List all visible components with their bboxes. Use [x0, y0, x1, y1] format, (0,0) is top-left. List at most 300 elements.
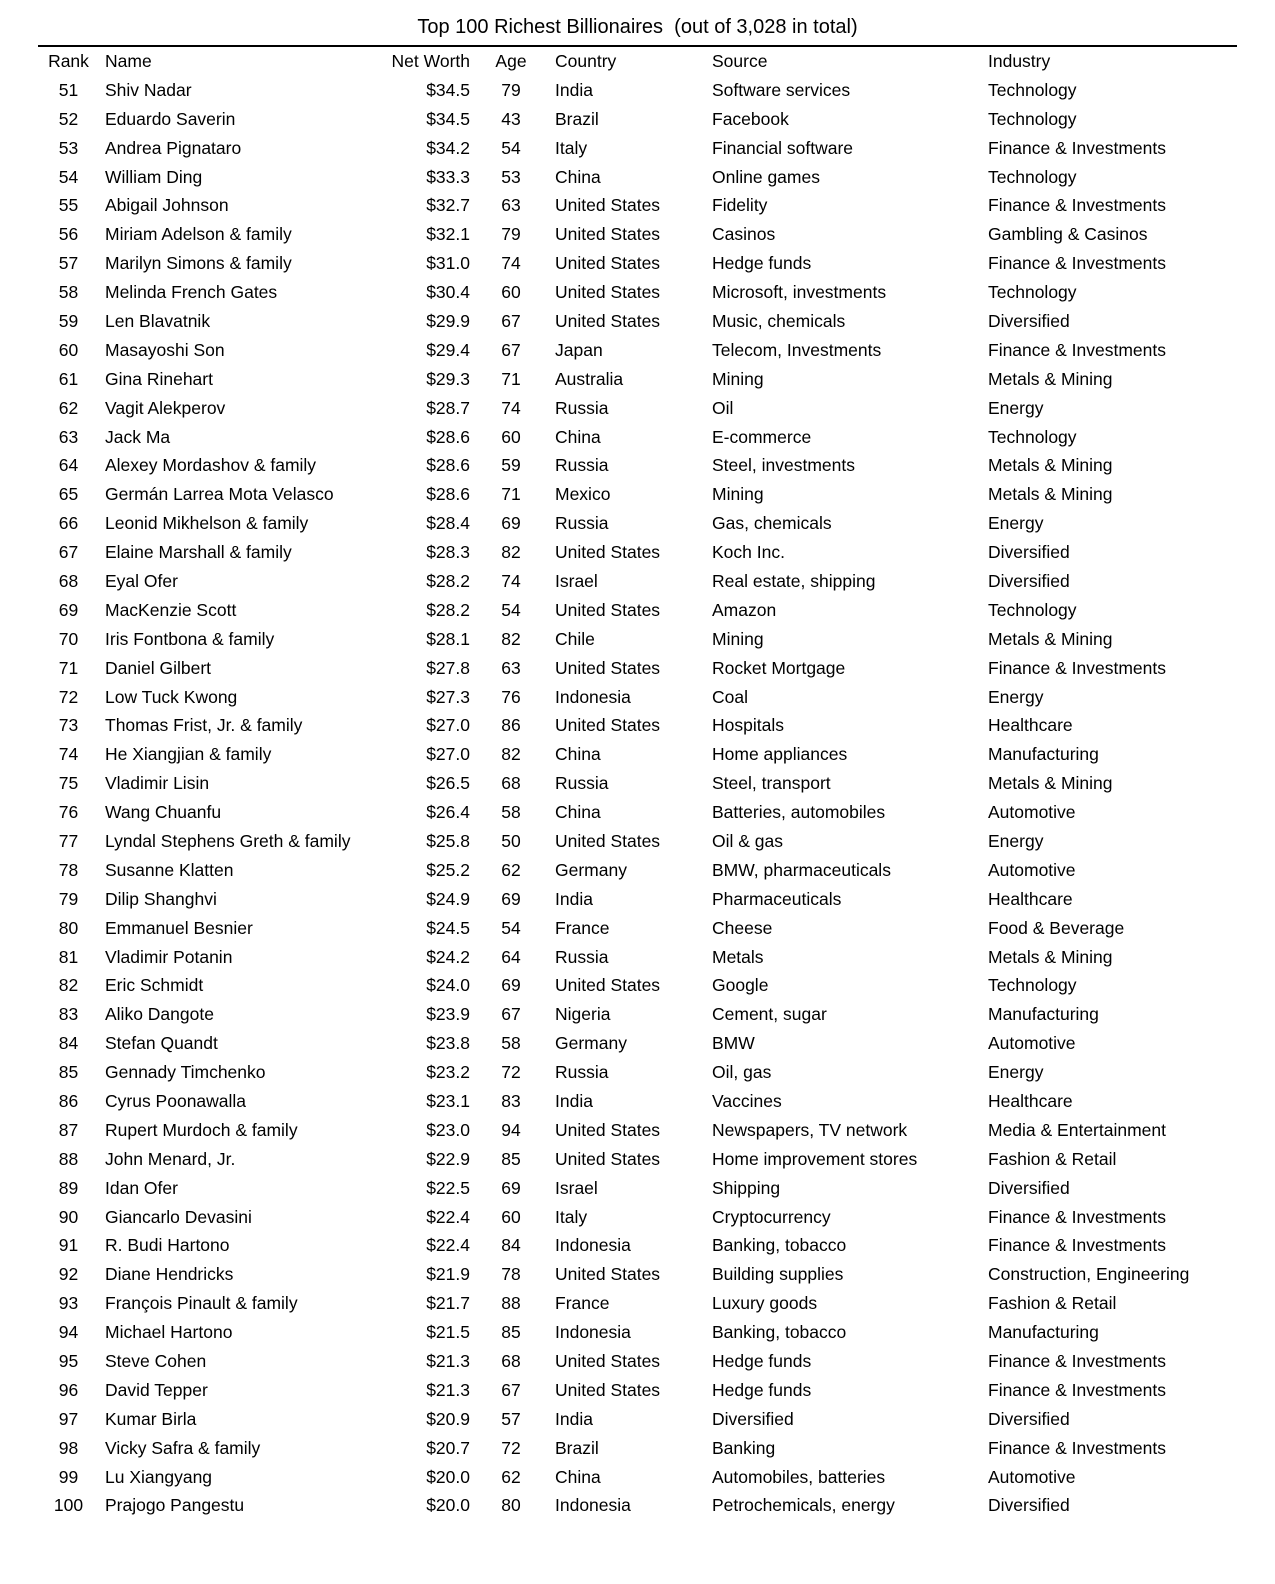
age-cell: 54	[501, 917, 521, 938]
net-worth-cell: $28.6	[426, 426, 470, 447]
country-cell: United States	[555, 599, 661, 620]
age-cell: 63	[501, 195, 521, 216]
age-cell: 78	[501, 1264, 521, 1285]
source-cell: Banking, tobacco	[712, 1322, 847, 1343]
rank-cell: 62	[58, 397, 79, 418]
rank-cell: 82	[58, 975, 79, 996]
age-cell: 79	[501, 79, 521, 100]
net-worth-cell: $33.3	[426, 166, 470, 187]
source-cell: Coal	[712, 686, 748, 707]
age-cell: 60	[501, 1206, 521, 1227]
name-cell: Marilyn Simons & family	[105, 253, 292, 274]
age-cell: 54	[501, 137, 521, 158]
age-cell: 58	[501, 1033, 521, 1054]
country-cell: China	[555, 426, 601, 447]
name-cell: Emmanuel Besnier	[105, 917, 253, 938]
industry-cell: Diversified	[988, 570, 1070, 591]
industry-cell: Diversified	[988, 1177, 1070, 1198]
table-row	[40, 191, 1237, 220]
country-cell: United States	[555, 253, 661, 274]
source-cell: Google	[712, 975, 769, 996]
country-cell: United States	[555, 1264, 661, 1285]
source-cell: Facebook	[712, 108, 789, 129]
age-cell: 67	[501, 310, 521, 331]
rank-cell: 52	[58, 108, 79, 129]
table-row	[40, 683, 1237, 712]
name-cell: Rupert Murdoch & family	[105, 1119, 298, 1140]
net-worth-cell: $26.4	[426, 802, 470, 823]
net-worth-cell: $24.2	[426, 946, 470, 967]
net-worth-cell: $28.3	[426, 542, 470, 563]
net-worth-cell: $22.5	[426, 1177, 470, 1198]
country-cell: United States	[555, 975, 661, 996]
rank-cell: 84	[58, 1033, 79, 1054]
source-cell: Telecom, Investments	[712, 339, 882, 360]
table-row	[40, 105, 1237, 134]
table-body	[40, 76, 1237, 1521]
rank-cell: 83	[58, 1004, 79, 1025]
industry-cell: Finance & Investments	[988, 1379, 1166, 1400]
net-worth-cell: $29.3	[426, 368, 470, 389]
rank-cell: 55	[58, 195, 79, 216]
source-cell: Gas, chemicals	[712, 513, 832, 534]
net-worth-cell: $21.3	[426, 1379, 470, 1400]
industry-cell: Technology	[988, 79, 1077, 100]
age-cell: 74	[501, 397, 521, 418]
industry-cell: Finance & Investments	[988, 1235, 1166, 1256]
table-row	[40, 1463, 1237, 1492]
name-cell: Thomas Frist, Jr. & family	[105, 715, 303, 736]
industry-cell: Diversified	[988, 1408, 1070, 1429]
source-cell: Oil, gas	[712, 1062, 772, 1083]
country-cell: Indonesia	[555, 686, 631, 707]
net-worth-cell: $27.0	[426, 715, 470, 736]
rank-cell: 56	[58, 224, 79, 245]
table-header-row	[40, 47, 1237, 76]
country-cell: China	[555, 802, 601, 823]
industry-cell: Technology	[988, 975, 1077, 996]
country-cell: Russia	[555, 513, 609, 534]
age-cell: 62	[501, 859, 521, 880]
table-row	[40, 278, 1237, 307]
industry-cell: Technology	[988, 282, 1077, 303]
country-cell: Brazil	[555, 1437, 599, 1458]
rank-cell: 95	[58, 1351, 79, 1372]
source-cell: BMW	[712, 1033, 755, 1054]
rank-cell: 58	[58, 282, 79, 303]
age-cell: 71	[501, 368, 521, 389]
industry-cell: Automotive	[988, 859, 1076, 880]
rank-cell: 81	[58, 946, 79, 967]
country-cell: Brazil	[555, 108, 599, 129]
source-cell: Hedge funds	[712, 253, 812, 274]
net-worth-cell: $25.2	[426, 859, 470, 880]
name-cell: Diane Hendricks	[105, 1264, 234, 1285]
name-cell: Gina Rinehart	[105, 368, 213, 389]
country-cell: Russia	[555, 946, 609, 967]
industry-cell: Healthcare	[988, 715, 1073, 736]
industry-cell: Diversified	[988, 310, 1070, 331]
source-cell: Fidelity	[712, 195, 768, 216]
age-column-header: Age	[495, 50, 527, 71]
table-row	[40, 856, 1237, 885]
name-cell: Elaine Marshall & family	[105, 542, 292, 563]
name-cell: Shiv Nadar	[105, 79, 192, 100]
industry-cell: Metals & Mining	[988, 368, 1113, 389]
net-worth-cell: $28.6	[426, 484, 470, 505]
net-worth-cell: $27.0	[426, 744, 470, 765]
rank-cell: 90	[58, 1206, 79, 1227]
age-cell: 74	[501, 570, 521, 591]
country-cell: United States	[555, 310, 661, 331]
table-row	[40, 914, 1237, 943]
age-cell: 80	[501, 1495, 521, 1516]
industry-cell: Finance & Investments	[988, 253, 1166, 274]
name-cell: Cyrus Poonawalla	[105, 1091, 247, 1111]
age-cell: 59	[501, 455, 521, 476]
country-cell: France	[555, 1293, 610, 1314]
name-cell: Steve Cohen	[105, 1351, 207, 1372]
rank-cell: 74	[58, 744, 79, 765]
age-cell: 69	[501, 1177, 521, 1198]
rank-cell: 60	[58, 339, 79, 360]
age-cell: 63	[501, 657, 521, 678]
net-worth-cell: $29.9	[426, 310, 470, 331]
source-cell: Mining	[712, 628, 764, 649]
name-cell: Kumar Birla	[105, 1408, 197, 1429]
country-cell: United States	[555, 1119, 661, 1140]
name-cell: Idan Ofer	[105, 1177, 178, 1198]
table-row	[40, 538, 1237, 567]
net-worth-cell: $22.4	[426, 1235, 470, 1256]
name-cell: Iris Fontbona & family	[105, 628, 275, 649]
age-cell: 57	[501, 1408, 521, 1429]
table-row	[40, 509, 1237, 538]
net-worth-cell: $34.5	[426, 108, 470, 129]
source-column-header: Source	[712, 50, 768, 71]
source-cell: BMW, pharmaceuticals	[712, 859, 891, 880]
industry-cell: Manufacturing	[988, 744, 1099, 765]
age-cell: 62	[501, 1466, 521, 1487]
net-worth-cell: $23.2	[426, 1062, 470, 1083]
name-cell: Lyndal Stephens Greth & family	[105, 830, 351, 851]
table-row	[40, 1029, 1237, 1058]
rank-cell: 51	[58, 79, 79, 100]
age-cell: 74	[501, 253, 521, 274]
industry-cell: Manufacturing	[988, 1322, 1099, 1343]
net-worth-cell: $20.0	[426, 1466, 470, 1487]
name-cell: William Ding	[105, 166, 203, 187]
country-cell: Russia	[555, 397, 609, 418]
industry-cell: Automotive	[988, 1466, 1076, 1487]
rank-cell: 87	[58, 1119, 79, 1140]
net-worth-cell: $22.4	[426, 1206, 470, 1227]
name-cell: Low Tuck Kwong	[105, 686, 238, 707]
rank-cell: 94	[58, 1322, 79, 1343]
country-cell: Italy	[555, 137, 588, 158]
industry-cell: Finance & Investments	[988, 195, 1166, 216]
rank-cell: 89	[58, 1177, 79, 1198]
industry-cell: Finance & Investments	[988, 1206, 1166, 1227]
age-cell: 50	[501, 830, 521, 851]
country-cell: United States	[555, 282, 661, 303]
industry-cell: Food & Beverage	[988, 917, 1125, 938]
country-cell: United States	[555, 1351, 661, 1372]
age-cell: 68	[501, 773, 521, 794]
industry-cell: Fashion & Retail	[988, 1293, 1117, 1314]
page-title: Top 100 Richest Billionaires (out of 3,028 in total)	[417, 16, 858, 38]
net-worth-cell: $23.8	[426, 1033, 470, 1054]
country-cell: Italy	[555, 1206, 588, 1227]
table-row	[40, 1145, 1237, 1174]
table-row	[40, 220, 1237, 249]
country-cell: India	[555, 79, 593, 100]
source-cell: Vaccines	[712, 1091, 782, 1111]
name-cell: Vladimir Lisin	[105, 773, 210, 794]
source-cell: Luxury goods	[712, 1293, 818, 1314]
source-cell: E-commerce	[712, 426, 812, 447]
source-cell: Koch Inc.	[712, 542, 785, 563]
net-worth-cell: $34.5	[426, 79, 470, 100]
rank-cell: 79	[58, 888, 79, 909]
table-row	[40, 769, 1237, 798]
country-cell: Australia	[555, 368, 624, 389]
country-cell: United States	[555, 657, 661, 678]
industry-cell: Healthcare	[988, 1091, 1073, 1111]
table-row	[40, 1087, 1237, 1116]
age-cell: 58	[501, 802, 521, 823]
age-cell: 88	[501, 1293, 521, 1314]
country-cell: Nigeria	[555, 1004, 611, 1025]
age-cell: 53	[501, 166, 521, 187]
source-cell: Metals	[712, 946, 764, 967]
rank-cell: 97	[58, 1408, 79, 1429]
country-cell: Russia	[555, 455, 609, 476]
table-row	[40, 654, 1237, 683]
table-row	[40, 1116, 1237, 1145]
table-row	[40, 1058, 1237, 1087]
table-row	[40, 134, 1237, 163]
source-cell: Mining	[712, 368, 764, 389]
industry-cell: Metals & Mining	[988, 484, 1113, 505]
net-worth-cell: $28.4	[426, 513, 470, 534]
age-cell: 85	[501, 1148, 521, 1169]
country-cell: Indonesia	[555, 1235, 631, 1256]
rank-cell: 63	[58, 426, 79, 447]
industry-cell: Finance & Investments	[988, 137, 1166, 158]
country-cell: Mexico	[555, 484, 611, 505]
name-cell: Wang Chuanfu	[105, 802, 222, 823]
age-cell: 85	[501, 1322, 521, 1343]
age-cell: 72	[501, 1062, 521, 1083]
age-cell: 94	[501, 1119, 521, 1140]
source-cell: Software services	[712, 79, 851, 100]
table-row	[40, 885, 1237, 914]
net-worth-cell: $27.3	[426, 686, 470, 707]
name-cell: R. Budi Hartono	[105, 1235, 230, 1256]
table-row	[40, 480, 1237, 509]
rank-cell: 64	[58, 455, 79, 476]
table-row	[40, 394, 1237, 423]
net-worth-cell: $28.6	[426, 455, 470, 476]
industry-column-header: Industry	[988, 50, 1051, 71]
net-worth-cell: $21.7	[426, 1293, 470, 1314]
industry-cell: Metals & Mining	[988, 455, 1113, 476]
name-cell: Stefan Quandt	[105, 1033, 218, 1054]
source-cell: Steel, investments	[712, 455, 855, 476]
billionaires-table	[40, 47, 1237, 1520]
rank-cell: 54	[58, 166, 79, 187]
source-cell: Shipping	[712, 1177, 781, 1198]
age-cell: 69	[501, 975, 521, 996]
table-row	[40, 596, 1237, 625]
rank-cell: 65	[58, 484, 79, 505]
source-cell: Building supplies	[712, 1264, 844, 1285]
table-row	[40, 1000, 1237, 1029]
table-row	[40, 423, 1237, 452]
table-row	[40, 1434, 1237, 1463]
rank-cell: 99	[58, 1466, 79, 1487]
source-cell: Banking	[712, 1437, 776, 1458]
table-row	[40, 1318, 1237, 1347]
source-cell: Online games	[712, 166, 820, 187]
table-row	[40, 1203, 1237, 1232]
rank-cell: 75	[58, 773, 79, 794]
source-cell: Real estate, shipping	[712, 570, 876, 591]
source-cell: Steel, transport	[712, 773, 831, 794]
table-row	[40, 1174, 1237, 1203]
source-cell: Hospitals	[712, 715, 784, 736]
net-worth-cell: $28.1	[426, 628, 470, 649]
table-row	[40, 163, 1237, 192]
net-worth-cell: $22.9	[426, 1148, 470, 1169]
country-cell: United States	[555, 1148, 661, 1169]
age-cell: 79	[501, 224, 521, 245]
rank-cell: 71	[58, 657, 79, 678]
industry-cell: Diversified	[988, 1495, 1070, 1516]
industry-cell: Automotive	[988, 1033, 1076, 1054]
net-worth-cell: $21.3	[426, 1351, 470, 1372]
industry-cell: Metals & Mining	[988, 946, 1113, 967]
name-column-header: Name	[105, 50, 152, 71]
industry-cell: Diversified	[988, 542, 1070, 563]
age-cell: 67	[501, 339, 521, 360]
net-worth-cell: $20.9	[426, 1408, 470, 1429]
rank-cell: 61	[58, 368, 79, 389]
table-row	[40, 827, 1237, 856]
source-cell: Petrochemicals, energy	[712, 1495, 895, 1516]
source-cell: Diversified	[712, 1408, 794, 1429]
age-cell: 54	[501, 599, 521, 620]
rank-cell: 96	[58, 1379, 79, 1400]
rank-cell: 98	[58, 1437, 79, 1458]
rank-cell: 67	[58, 542, 79, 563]
country-cell: Israel	[555, 1177, 598, 1198]
table-row	[40, 1405, 1237, 1434]
source-cell: Batteries, automobiles	[712, 802, 886, 823]
rank-cell: 76	[58, 802, 79, 823]
rank-cell: 92	[58, 1264, 79, 1285]
net-worth-column-header: Net Worth	[391, 50, 470, 71]
net-worth-cell: $26.5	[426, 773, 470, 794]
age-cell: 64	[501, 946, 521, 967]
name-cell: Eyal Ofer	[105, 570, 178, 591]
industry-cell: Technology	[988, 599, 1077, 620]
rank-cell: 80	[58, 917, 79, 938]
industry-cell: Technology	[988, 108, 1077, 129]
source-cell: Cryptocurrency	[712, 1206, 831, 1227]
name-cell: Eduardo Saverin	[105, 108, 236, 129]
net-worth-cell: $20.0	[426, 1495, 470, 1516]
age-cell: 84	[501, 1235, 521, 1256]
table-row	[40, 1289, 1237, 1318]
rank-cell: 100	[53, 1495, 84, 1516]
net-worth-cell: $24.5	[426, 917, 470, 938]
name-cell: Len Blavatnik	[105, 310, 211, 331]
country-cell: Russia	[555, 773, 609, 794]
name-cell: He Xiangjian & family	[105, 744, 272, 765]
source-cell: Amazon	[712, 599, 777, 620]
table-row	[40, 711, 1237, 740]
age-cell: 43	[501, 108, 521, 129]
source-cell: Financial software	[712, 137, 854, 158]
age-cell: 82	[501, 628, 521, 649]
source-cell: Hedge funds	[712, 1379, 812, 1400]
name-cell: Germán Larrea Mota Velasco	[105, 484, 334, 505]
table-row	[40, 740, 1237, 769]
name-cell: Giancarlo Devasini	[105, 1206, 252, 1227]
industry-cell: Technology	[988, 426, 1077, 447]
table-row	[40, 1232, 1237, 1261]
age-cell: 83	[501, 1091, 521, 1111]
rank-cell: 72	[58, 686, 79, 707]
net-worth-cell: $30.4	[426, 282, 470, 303]
name-cell: Masayoshi Son	[105, 339, 225, 360]
country-cell: Israel	[555, 570, 598, 591]
age-cell: 82	[501, 542, 521, 563]
source-cell: Hedge funds	[712, 1351, 812, 1372]
country-cell: China	[555, 744, 601, 765]
table-row	[40, 1376, 1237, 1405]
table-row	[40, 943, 1237, 972]
country-cell: United States	[555, 542, 661, 563]
name-cell: Lu Xiangyang	[105, 1466, 213, 1487]
source-cell: Microsoft, investments	[712, 282, 887, 303]
name-cell: Vicky Safra & family	[105, 1437, 261, 1458]
rank-cell: 77	[58, 830, 79, 851]
age-cell: 60	[501, 282, 521, 303]
rank-cell: 70	[58, 628, 79, 649]
net-worth-cell: $28.7	[426, 397, 470, 418]
industry-cell: Finance & Investments	[988, 1437, 1166, 1458]
net-worth-cell: $29.4	[426, 339, 470, 360]
net-worth-cell: $31.0	[426, 253, 470, 274]
age-cell: 82	[501, 744, 521, 765]
net-worth-cell: $21.5	[426, 1322, 470, 1343]
country-cell: United States	[555, 830, 661, 851]
name-cell: Miriam Adelson & family	[105, 224, 292, 245]
country-cell: Indonesia	[555, 1322, 631, 1343]
industry-cell: Metals & Mining	[988, 628, 1113, 649]
source-cell: Banking, tobacco	[712, 1235, 847, 1256]
name-cell: Gennady Timchenko	[105, 1062, 266, 1083]
name-cell: Susanne Klatten	[105, 859, 234, 880]
name-cell: Jack Ma	[105, 426, 171, 447]
industry-cell: Finance & Investments	[988, 339, 1166, 360]
table-row	[40, 249, 1237, 278]
rank-cell: 66	[58, 513, 79, 534]
age-cell: 67	[501, 1004, 521, 1025]
